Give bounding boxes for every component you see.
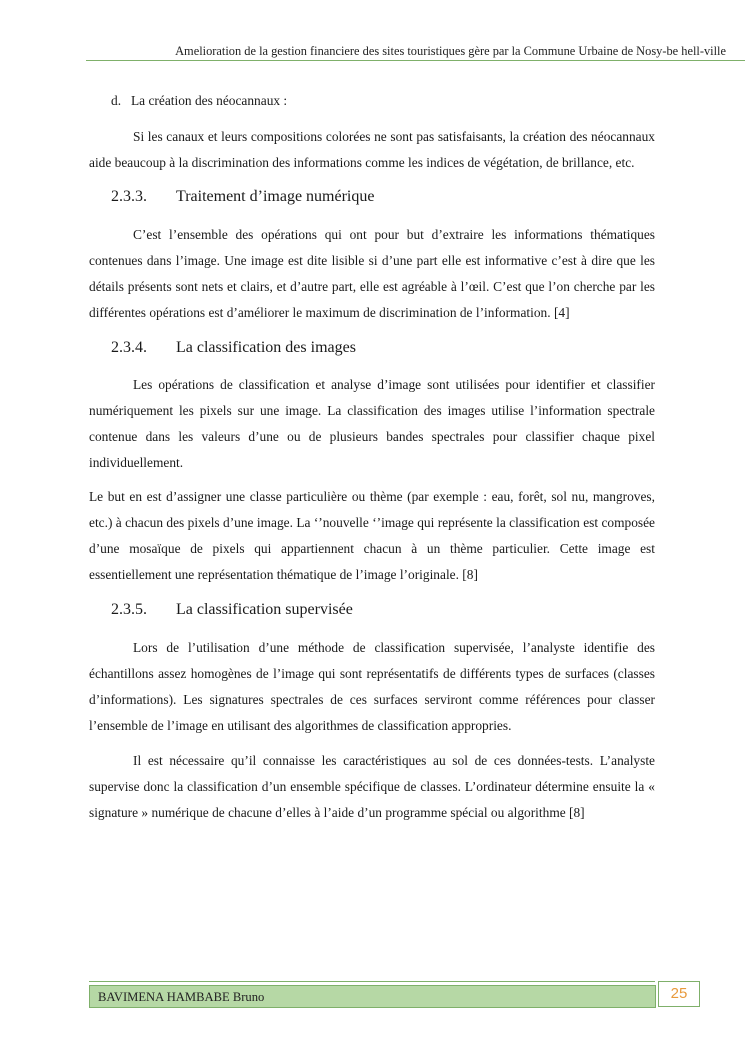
page-number: 25 [670,985,688,1002]
paragraph-neocanaux: Si les canaux et leurs compositions colorées ne sont pas satisfaisants, la création des néocannaux aide beaucoup à la discrimination des informations comme les indices de végétation, de brillance, etc. [89,129,655,170]
paragraph-classification-1: Les opérations de classification et analyse d’image sont utilisées pour identifier et classifier numériquement les pixels sur une image. La classification des images utilise l’information spectrale contenue dans les valeurs d’une ou de plusieurs bandes spectrales pour classifier chaque pixel individuellement. [89,377,655,470]
paragraph-supervisee-2: Il est nécessaire qu’il connaisse les caractéristiques au sol de ces données-tests. L’analyste supervise donc la classification d’un ensemble spécifique de classes. L’ordinateur détermine ensuite la « signature » numérique de chacune d’elles à l’aide d’un programme spécial ou algorithme [8] [89,753,655,820]
section-number: 2.3.4. [111,339,147,356]
list-item-d [89,88,655,114]
section-title: La classification des images [176,339,356,356]
paragraph-traitement: C’est l’ensemble des opérations qui ont pour but d’extraire les informations thématiques contenues dans l’image. Une image est dite lisible si d’une part elle est informative c’est à dire que les détails présents sont nets et clairs, et d’autre part, elle est agréable à l’œil. C’est que l’on cherche par les différentes opérations est d’améliorer le maximum de discrimination de l’information. [4] [89,227,655,320]
header-divider [86,60,745,61]
section-number: 2.3.5. [111,601,147,618]
section-heading-2-3-5 [89,598,655,622]
list-item-label: La création des néocannaux : [131,93,288,108]
footer-author-bar [89,985,656,1008]
page-number-box [658,981,700,1007]
footer-author: BAVIMENA HAMBABE Bruno [98,990,265,1004]
section-heading-2-3-4 [89,336,655,360]
section-number: 2.3.3. [111,188,147,205]
list-marker: d. [111,93,122,108]
section-title: Traitement d’image numérique [176,188,375,205]
section-heading-2-3-3 [89,185,655,209]
running-header: Amelioration de la gestion financiere des sites touristiques gère par la Commune Urbaine de Nosy-be hell-ville [175,44,726,58]
section-title: La classification supervisée [176,601,353,618]
footer-divider [89,981,655,982]
paragraph-supervisee-1: Lors de l’utilisation d’une méthode de classification supervisée, l’analyste identifie des échantillons assez homogènes de l’image qui sont représentatifs de différents types de surfaces (classes d’informations). Les signatures spectrales de ces surfaces serviront comme références pour classer l’ensemble de l’image en utilisant des algorithmes de classification appropries. [89,640,655,733]
paragraph-classification-2: Le but en est d’assigner une classe particulière ou thème (par exemple : eau, forêt, sol nu, mangroves, etc.) à chacun des pixels d’une image. La ‘’nouvelle ‘’image qui représente la classification est composée d’une mosaïque de pixels qui appartiennent chacun à un thème particulier. Cette image est essentiellement une représentation thématique de l’image l’originale. [8] [89,489,655,582]
page-body [89,88,655,826]
